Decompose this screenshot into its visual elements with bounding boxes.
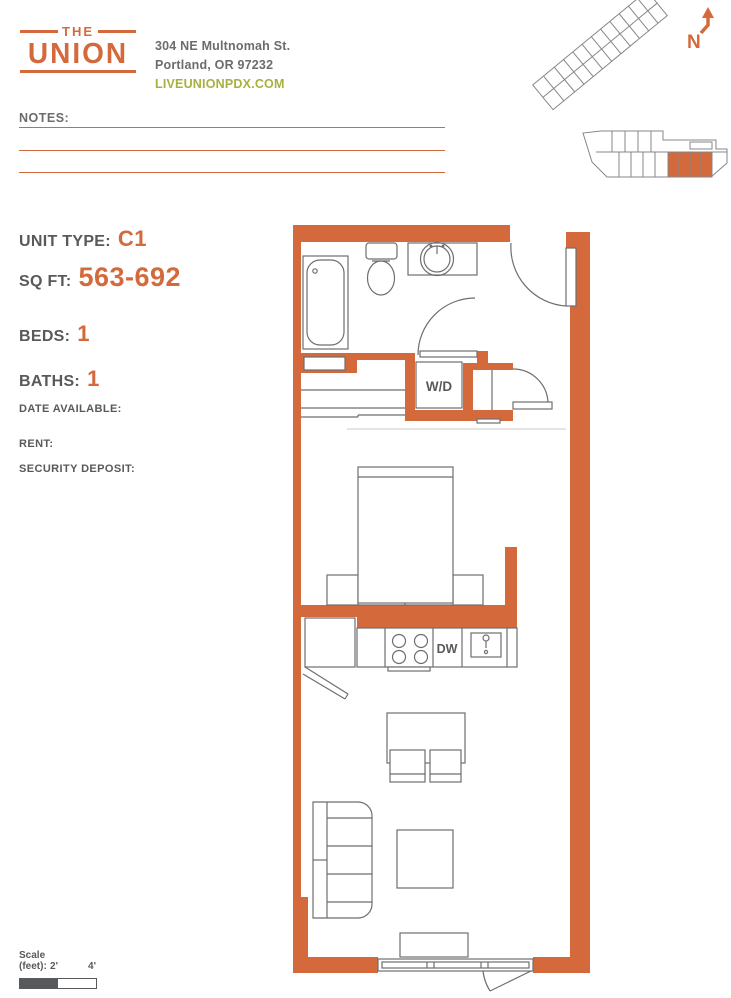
bathtub-icon — [303, 256, 348, 349]
bathroom-door — [418, 298, 477, 357]
logo-wordmark: UNION — [27, 37, 129, 70]
entry-door — [511, 243, 576, 306]
website-text: LIVEUNIONPDX.COM — [155, 77, 285, 91]
entry-closet — [492, 369, 552, 410]
highlighted-unit — [701, 152, 712, 177]
dishwasher-label: DW — [436, 642, 458, 656]
address-line2: Portland, OR 97232 — [155, 58, 274, 72]
sliding-glass-door — [378, 959, 533, 971]
washer-dryer-label: W/D — [425, 379, 453, 394]
highlighted-unit — [668, 152, 679, 177]
site-plan-horizontal-wing — [583, 131, 727, 177]
dining-chair — [390, 750, 425, 782]
scale-label-line1: Scale — [19, 950, 46, 961]
north-arrow-icon — [687, 7, 714, 53]
baths-label: BATHS: — [19, 373, 81, 390]
scale-bar — [19, 978, 97, 989]
washer-dryer-closet — [416, 362, 462, 408]
highlighted-unit — [679, 152, 690, 177]
coffee-table — [397, 830, 453, 888]
floor-plan — [293, 225, 590, 991]
bed — [358, 467, 453, 603]
scale-bar-dark-segment — [19, 978, 58, 989]
beds-label: BEDS: — [19, 328, 71, 345]
unit-type-value: C1 — [117, 226, 148, 251]
bathroom-sink-icon — [408, 243, 477, 276]
site-plan — [533, 0, 727, 177]
scale-label-line2: (feet): — [19, 961, 47, 972]
fridge-icon — [303, 618, 355, 699]
sqft-value: 563-692 — [78, 262, 182, 292]
highlighted-unit — [690, 152, 701, 177]
toilet-icon — [366, 243, 397, 295]
rent-label: RENT: — [19, 438, 54, 450]
date-available-label: DATE AVAILABLE: — [19, 403, 122, 415]
site-plan-diagonal-wing — [533, 0, 668, 110]
sliding-closet — [301, 390, 405, 417]
sofa — [313, 802, 372, 918]
tv-stand — [400, 933, 468, 957]
beds-value: 1 — [77, 321, 91, 346]
logo-the: THE — [62, 24, 94, 39]
scale-bar-light-segment — [58, 978, 97, 989]
scale-tick-4ft: 4' — [88, 961, 96, 972]
unit-type-label: UNIT TYPE: — [19, 233, 111, 250]
linen-niche — [304, 357, 345, 370]
sqft-label: SQ FT: — [19, 273, 72, 290]
svg-text:N: N — [687, 32, 701, 53]
dining-chair — [430, 750, 461, 782]
address-line1: 304 NE Multnomah St. — [155, 39, 291, 53]
patio-door-swing — [483, 971, 531, 991]
notes-label: NOTES: — [19, 111, 70, 125]
closet-threshold — [477, 419, 500, 423]
security-deposit-label: SECURITY DEPOSIT: — [19, 463, 136, 475]
dishwasher — [437, 642, 458, 656]
baths-value: 1 — [87, 366, 100, 391]
scale-tick-2ft: 2' — [50, 961, 58, 972]
